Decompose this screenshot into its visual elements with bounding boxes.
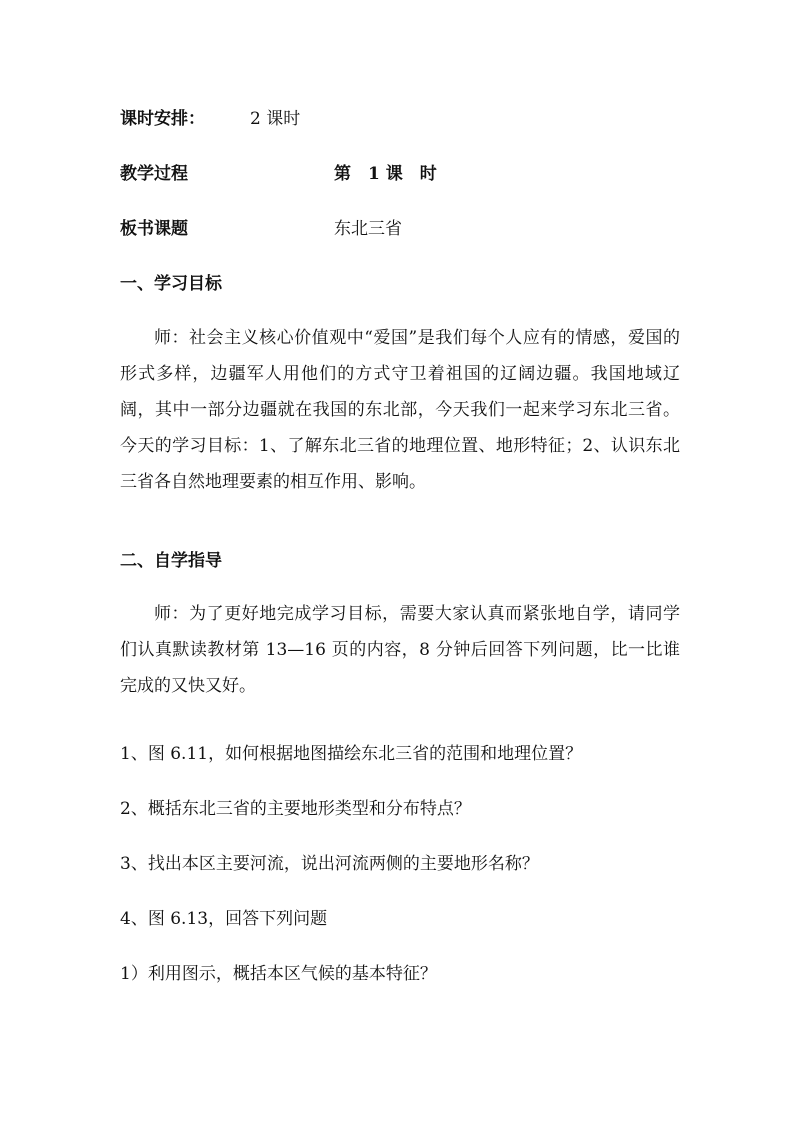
process-label: 教学过程 bbox=[120, 164, 188, 184]
self-study-paragraph: 师：为了更好地完成学习目标，需要大家认真而紧张地自学，请同学们认真默读教材第 13—16 页的内容，8 分钟后回答下列问题，比一比谁完成的又快又好。 bbox=[120, 604, 680, 696]
schedule-value: 2 课时 bbox=[250, 109, 301, 129]
schedule-label: 课时安排： bbox=[120, 109, 205, 129]
question-4: 4、图 6.13，回答下列问题 bbox=[120, 909, 328, 929]
section-heading-self-study: 二、自学指导 bbox=[120, 551, 222, 571]
section-heading-objectives: 一、学习目标 bbox=[120, 274, 222, 294]
question-4-sub-1: 1）利用图示，概括本区气候的基本特征？ bbox=[120, 964, 437, 984]
question-1: 1、图 6.11，如何根据地图描绘东北三省的范围和地理位置？ bbox=[120, 744, 583, 764]
objectives-paragraph: 师：社会主义核心价值观中“爱国”是我们每个人应有的情感，爱国的形式多样，边疆军人用他们的方式守卫着祖国的辽阔边疆。我国地域辽阔，其中一部分边疆就在我国的东北部，今天我们一起来学习东北三省。今天的学习目标：1、了解东北三省的地理位置、地形特征；2、认识东北三省各自然地理要素的相互作用、影响。 bbox=[120, 328, 680, 492]
board-title-value: 东北三省 bbox=[334, 219, 402, 239]
board-title-label: 板书课题 bbox=[120, 219, 188, 239]
process-value: 第 1 课 时 bbox=[334, 164, 437, 184]
question-2: 2、概括东北三省的主要地形类型和分布特点？ bbox=[120, 799, 471, 819]
question-3: 3、找出本区主要河流，说出河流两侧的主要地形名称？ bbox=[120, 854, 539, 874]
